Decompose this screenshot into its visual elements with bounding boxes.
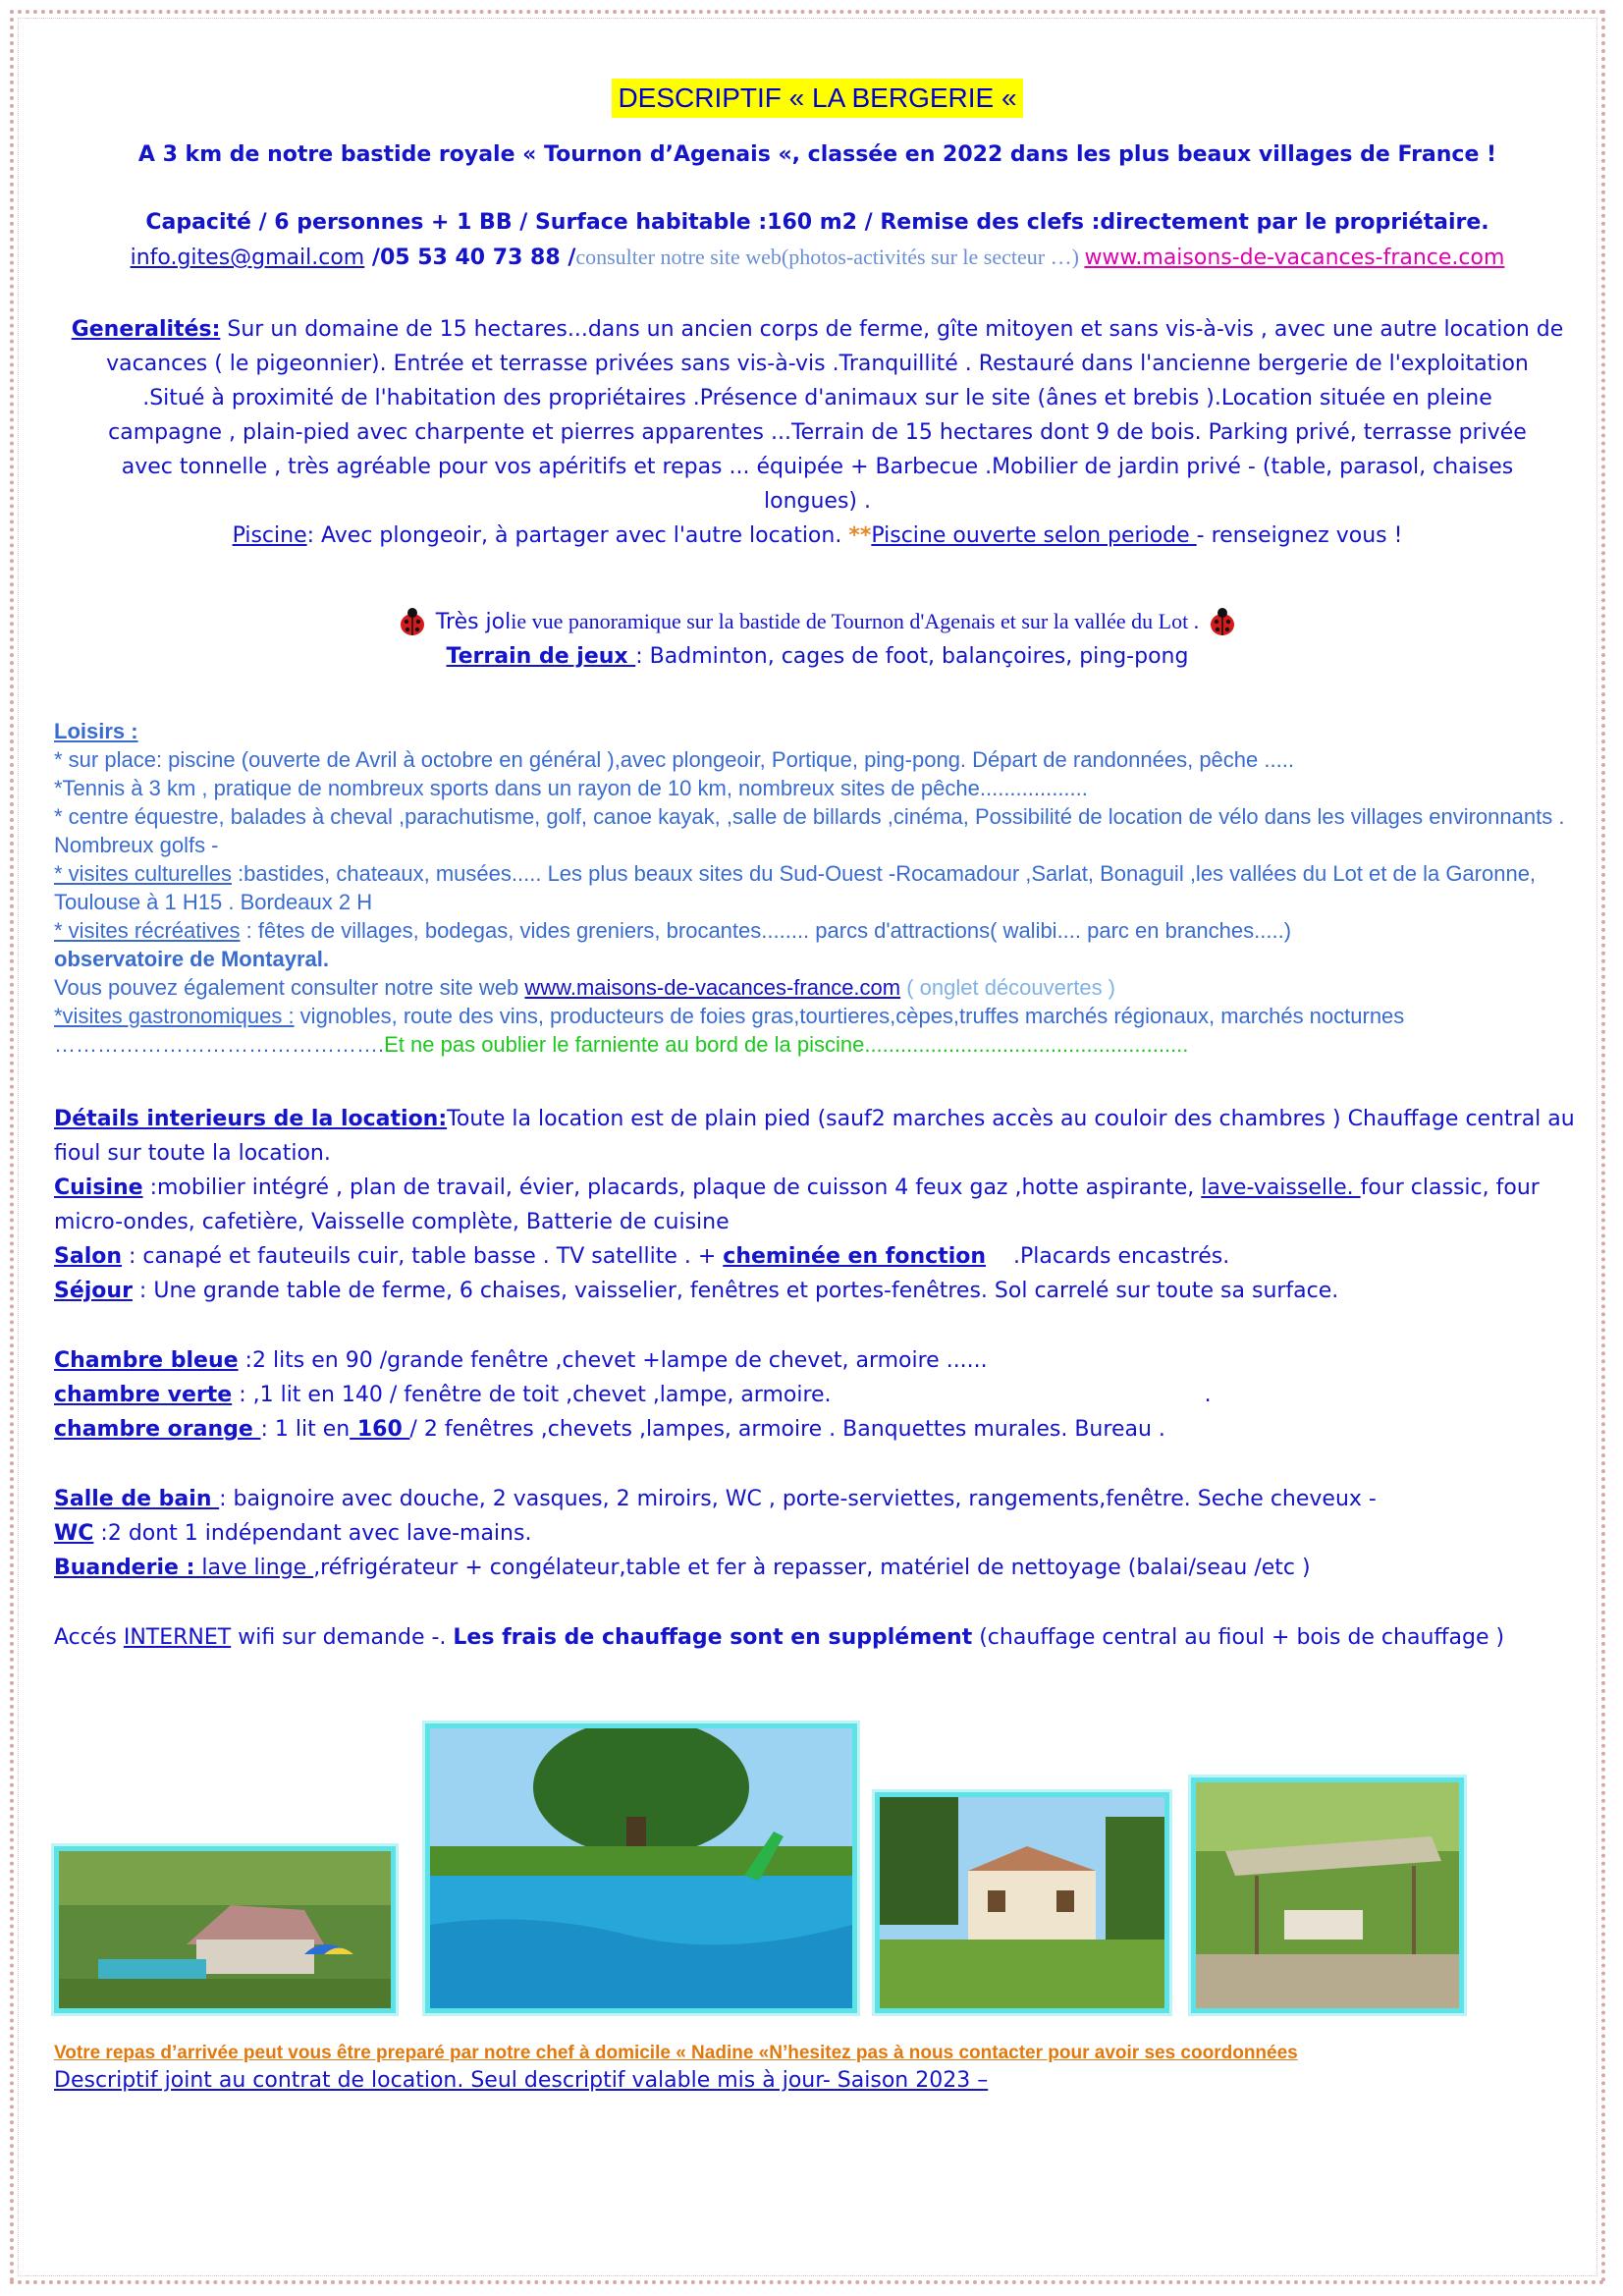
buanderie-label: Buanderie :: [54, 1556, 195, 1580]
details-text: Toute la location est de plain pied (sauf2 marches accès au couloir des chambres ) Chauffage central au fioul sur toute la location.: [54, 1107, 1575, 1166]
buanderie-text: ,réfrigérateur + congélateur,table et fer à repasser, matériel de nettoyage (balai/seau /etc ): [313, 1556, 1311, 1580]
visites-recreatives-text: : fêtes de villages, bodegas, vides greniers, brocantes........ parcs d'attractions( walibi.... parc en branches.....): [240, 918, 1292, 943]
chambre-bleue-line: [54, 1343, 1581, 1378]
cuisine-line: [54, 1171, 1581, 1239]
intro-line: A 3 km de notre bastide royale « Tournon d’Agenais «, classée en 2022 dans les plus beaux villages de France !: [137, 142, 1497, 167]
chambre-verte-line: [54, 1378, 1581, 1412]
ladybug-icon: [1206, 606, 1239, 639]
chambre-verte-text: : ,1 lit en 140 / fenêtre de toit ,chevet ,lampe, armoire.: [232, 1383, 832, 1407]
photo-swimming-pool: [425, 1723, 857, 2013]
visites-culturelles-label: * visites culturelles: [54, 861, 232, 886]
lave-vaisselle: lave-vaisselle.: [1201, 1175, 1361, 1200]
loisirs-line-9: [54, 1030, 1581, 1059]
visites-gastronomiques-label: *visites gastronomiques :: [54, 1004, 295, 1028]
loisirs-line-6: observatoire de Montayral.: [54, 947, 329, 971]
generalites-text: Sur un domaine de 15 hectares...dans un ancien corps de ferme, gîte mitoyen et sans vis-à-vis , avec une autre location de vacances ( le pigeonnier). Entrée et terrasse privées sans vis-à-vis .Tranquillité . Restauré dans l'ancienne bergerie de l'exploitation .Situé à proximité de l'habitation des propriétaires .Présence d'animaux sur le site (ânes et brebis ).Location située en pleine campagne , plain-pied avec charpente et pierres apparentes ...Terrain de 15 hectares dont 9 de bois. Parking privé, terrasse privée avec tonnelle , très agréable pour vos apéritifs et repas ... équipée + Barbecue .Mobilier de jardin privé - (table, parasol, chaises longues) .: [106, 317, 1564, 514]
cheminee: cheminée en fonction: [723, 1244, 987, 1269]
loisirs-line-5: [54, 916, 1581, 945]
capacity-line: Capacité / 6 personnes + 1 BB / Surface habitable :160 m2 / Remise des clefs :directement par le propriétaire.: [145, 210, 1489, 235]
details-intro: [54, 1102, 1581, 1171]
sejour-label: Séjour: [54, 1279, 133, 1303]
sejour-line: [54, 1274, 1581, 1308]
salle-de-bain-section: [54, 1482, 1581, 1585]
terrain-text: : Badminton, cages de foot, balançoires, ping-pong: [635, 644, 1189, 669]
email-link[interactable]: info.gites@gmail.com: [130, 246, 365, 270]
piscine-stars: **: [848, 523, 872, 548]
chambres-section: [54, 1343, 1581, 1447]
photo-bergerie-pool: [54, 1846, 396, 2013]
loisirs-section: [54, 717, 1581, 1059]
internet-mid: wifi sur demande -.: [231, 1625, 454, 1650]
chambre-orange-text-1: : 1 lit en: [260, 1417, 351, 1442]
chauffage-note: Les frais de chauffage sont en supplément: [453, 1625, 973, 1650]
internet-line: [54, 1620, 1581, 1655]
website-link-2[interactable]: www.maisons-de-vacances-france.com: [524, 975, 901, 1000]
chambre-orange-line: [54, 1412, 1581, 1447]
loisirs-line-1: * sur place: piscine (ouverte de Avril à octobre en général ),avec plongeoir, Portique, ping-pong. Départ de randonnées, pêche .....: [54, 747, 1294, 772]
terrain-line: [54, 639, 1581, 674]
salle-de-bain-line: [54, 1482, 1581, 1516]
chef-note: Votre repas d’arrivée peut vous être preparé par notre chef à domicile « Nadine «N’hesitez pas à nous contacter pour avoir ses coordonnées: [54, 2043, 1298, 2063]
sejour-text: : Une grande table de ferme, 6 chaises, vaisselier, fenêtres et portes-fenêtres. Sol carrelé sur toute sa surface.: [132, 1279, 1339, 1303]
loisirs-line-7: [54, 973, 1581, 1002]
piscine-line: [54, 519, 1581, 553]
lave-linge: lave linge: [194, 1556, 314, 1580]
salon-text-1: : canapé et fauteuils cuir, table basse . TV satellite . +: [122, 1244, 724, 1269]
loisirs-line-8: [54, 1002, 1581, 1030]
vue-text-start: Très jol: [435, 610, 512, 634]
chambre-bleue-text: :2 lits en 90 /grande fenêtre ,chevet +lampe de chevet, armoire ......: [238, 1348, 988, 1373]
photo-house-facade: [875, 1792, 1169, 2013]
loisirs-line-2: *Tennis à 3 km , pratique de nombreux sports dans un rayon de 10 km, nombreux sites de pêche..................: [54, 776, 1088, 800]
vue-line: [54, 604, 1581, 639]
farniente-text: Et ne pas oublier le farniente au bord de la piscine......................................................: [384, 1032, 1189, 1057]
visites-gastronomiques-text: vignobles, route des vins, producteurs de foies gras,tourtieres,cèpes,truffes marchés régionaux, marchés nocturnes: [294, 1004, 1405, 1028]
buanderie-line: [54, 1551, 1581, 1585]
website-note: consulter notre site web(photos-activités sur le secteur …): [575, 245, 1085, 269]
chambre-orange-text-2: / 2 fenêtres ,chevets ,lampes, armoire . Banquettes murales. Bureau .: [409, 1417, 1165, 1442]
chambre-verte-dot: .: [1204, 1383, 1212, 1407]
piscine-after: - renseignez vous !: [1196, 523, 1403, 548]
visites-culturelles-text: :bastides, chateaux, musées..... Les plus beaux sites du Sud-Ouest -Rocamadour ,Sarlat, Bonaguil ,les vallées du Lot et de la Garonne, Toulouse à 1 H15 . Bordeaux 2 H: [54, 861, 1537, 914]
wc-line: [54, 1516, 1581, 1551]
internet-label: INTERNET: [123, 1625, 232, 1650]
loisirs-line-4: [54, 859, 1581, 916]
piscine-label: Piscine: [232, 523, 307, 548]
wc-label: WC: [54, 1521, 94, 1546]
details-label: Détails interieurs de la location:: [54, 1107, 448, 1131]
dots: ……………………………………….: [54, 1032, 385, 1057]
chambre-orange-label: chambre orange: [54, 1417, 261, 1442]
piscine-period-link: Piscine ouverte selon periode: [871, 523, 1197, 548]
cuisine-label: Cuisine: [54, 1175, 143, 1200]
piscine-text: : Avec plongeoir, à partager avec l'autre location.: [306, 523, 849, 548]
title-row: [54, 79, 1581, 118]
vue-text-end: ie vue panoramique sur la bastide de Tournon d'Agenais et sur la vallée du Lot .: [511, 609, 1200, 633]
website-tab-note: ( onglet découvertes ): [900, 975, 1116, 1000]
contact-line: [54, 240, 1581, 275]
chambre-verte-label: chambre verte: [54, 1383, 233, 1407]
descriptif-note: Descriptif joint au contrat de location. Seul descriptif valable mis à jour- Saison 2023 –: [54, 2068, 989, 2093]
ladybug-icon: [396, 606, 429, 639]
salle-de-bain-text: : baignoire avec douche, 2 vasques, 2 miroirs, WC , porte-serviettes, rangements,fenêtre. Seche cheveux -: [219, 1487, 1377, 1511]
phone-number: /05 53 40 73 88 /: [364, 246, 576, 270]
generalites-section: [54, 312, 1581, 519]
document-title: DESCRIPTIF « LA BERGERIE «: [612, 79, 1022, 118]
document-page: [54, 79, 1581, 1655]
salon-label: Salon: [54, 1244, 123, 1269]
website-intro: Vous pouvez également consulter notre site web: [54, 975, 525, 1000]
salle-de-bain-label: Salle de bain: [54, 1487, 220, 1511]
chambre-orange-bed: 160: [350, 1417, 410, 1442]
website-link[interactable]: www.maisons-de-vacances-france.com: [1084, 246, 1505, 270]
generalites-label: Generalités:: [71, 317, 221, 342]
internet-post: (chauffage central au fioul + bois de chauffage ): [972, 1625, 1505, 1650]
loisirs-heading: Loisirs :: [54, 719, 138, 743]
wc-text: :2 dont 1 indépendant avec lave-mains.: [93, 1521, 532, 1546]
photo-terrace-pergola: [1191, 1777, 1464, 2013]
cuisine-text-2: four classic, four micro-ondes, cafetière, Vaisselle complète, Batterie de cuisine: [54, 1175, 1540, 1234]
terrain-label: Terrain de jeux: [446, 644, 636, 669]
details-section: [54, 1102, 1581, 1655]
cuisine-text-1: :mobilier intégré , plan de travail, évier, placards, plaque de cuisson 4 feux gaz ,hotte aspirante,: [142, 1175, 1202, 1200]
photo-gallery: [54, 1723, 1581, 2013]
salon-text-2: .Placards encastrés.: [986, 1244, 1230, 1269]
visites-recreatives-label: * visites récréatives: [54, 918, 241, 943]
loisirs-line-3: * centre équestre, balades à cheval ,parachutisme, golf, canoe kayak, ,salle de billards ,cinéma, Possibilité de location de vélo dans les villages environnants . Nombreux golfs -: [54, 804, 1565, 857]
footer: [54, 2043, 1581, 2093]
salon-line: [54, 1239, 1581, 1274]
internet-pre: Accés: [54, 1625, 124, 1650]
chambre-bleue-label: Chambre bleue: [54, 1348, 239, 1373]
